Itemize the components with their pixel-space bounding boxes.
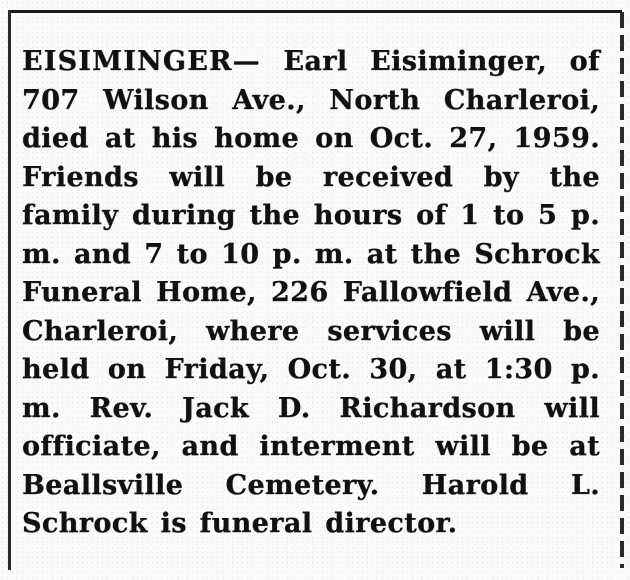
obituary-text	[22, 43, 600, 544]
obituary-surname: EISIMINGER—	[22, 46, 261, 77]
column-rule-right	[620, 12, 624, 568]
obituary-body: Earl Eisiminger, of 707 Wilson Ave., North Charleroi, died at his home on Oct. 27, 1959. Friends will be received by the family during the hours of 1 to 5 p. m. and 7 to 10 p. m. at the Schrock Funeral Home, 226 Fallowfield Ave., Charleroi, where services will be held on Friday, Oct. 30, at 1:30 p. m. Rev. Jack D. Richardson will officiate, and interment will be at Beallsville Cemetery. Harold L. Schrock is funeral director.	[22, 46, 600, 539]
column-rule-top	[8, 10, 622, 13]
column-rule-left	[8, 10, 11, 570]
